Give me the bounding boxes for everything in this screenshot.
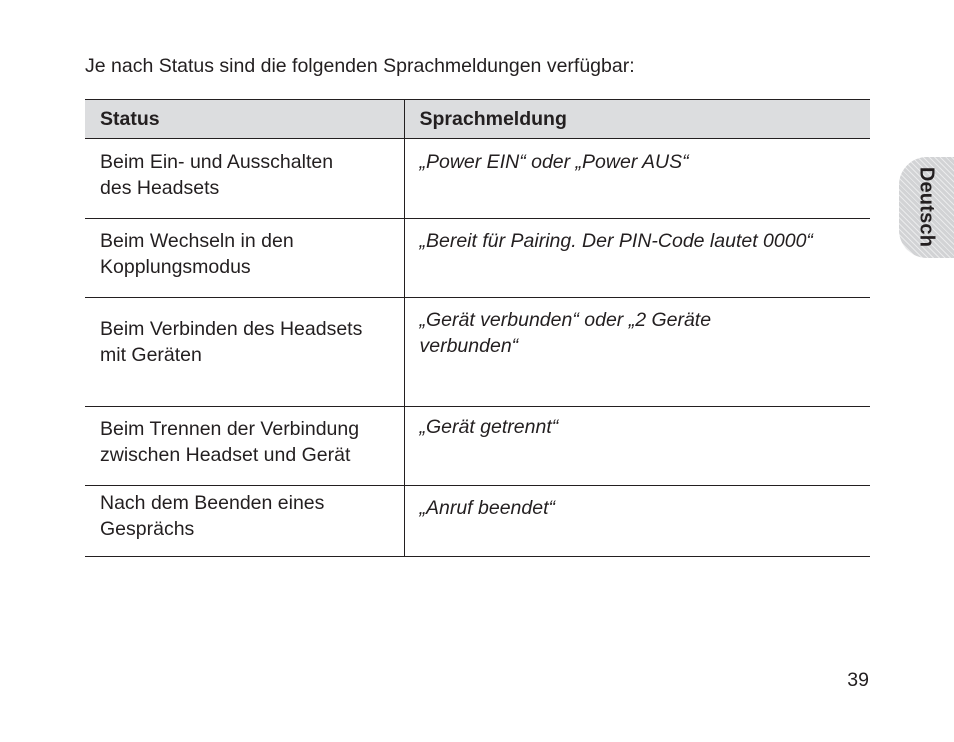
status-cell <box>85 219 404 298</box>
message-line: „Bereit für Pairing. Der PIN-Code lautet 0000“ <box>419 230 813 252</box>
status-line: zwischen Headset und Gerät <box>100 444 351 466</box>
status-line: Kopplungsmodus <box>100 256 251 278</box>
status-cell <box>85 486 404 557</box>
status-line: Nach dem Beenden eines <box>100 492 325 514</box>
status-cell <box>85 139 404 219</box>
message-cell <box>404 219 870 298</box>
header-message: Sprachmeldung <box>404 100 870 139</box>
message-cell <box>404 298 870 407</box>
message-cell <box>404 486 870 557</box>
status-line: Gesprächs <box>100 518 195 540</box>
status-line: Beim Trennen der Verbindung <box>100 418 360 440</box>
message-cell <box>404 407 870 486</box>
intro-text: Je nach Status sind die folgenden Sprachmeldungen verfügbar: <box>85 55 635 77</box>
table-row <box>85 407 870 486</box>
status-line: mit Geräten <box>100 344 202 366</box>
message-cell <box>404 139 870 219</box>
message-line: „Gerät verbunden“ oder „2 Geräte <box>419 309 712 331</box>
status-line: Beim Ein- und Ausschalten <box>100 151 334 173</box>
header-status: Status <box>85 100 404 139</box>
table-row <box>85 139 870 219</box>
message-line: „Anruf beendet“ <box>419 497 556 519</box>
status-line: Beim Verbinden des Headsets <box>100 318 363 340</box>
table-row <box>85 486 870 557</box>
status-cell <box>85 298 404 407</box>
message-line: „Power EIN“ oder „Power AUS“ <box>419 151 689 173</box>
page-number: 39 <box>847 669 869 691</box>
table-row <box>85 298 870 407</box>
status-line: des Headsets <box>100 177 220 199</box>
voice-prompt-table <box>85 99 870 557</box>
message-line: verbunden“ <box>419 335 519 357</box>
status-line: Beim Wechseln in den <box>100 230 294 252</box>
message-line: „Gerät getrennt“ <box>419 416 559 438</box>
table-row <box>85 219 870 298</box>
status-cell <box>85 407 404 486</box>
table-header-row <box>85 100 870 139</box>
language-tab-label: Deutsch <box>915 166 938 248</box>
